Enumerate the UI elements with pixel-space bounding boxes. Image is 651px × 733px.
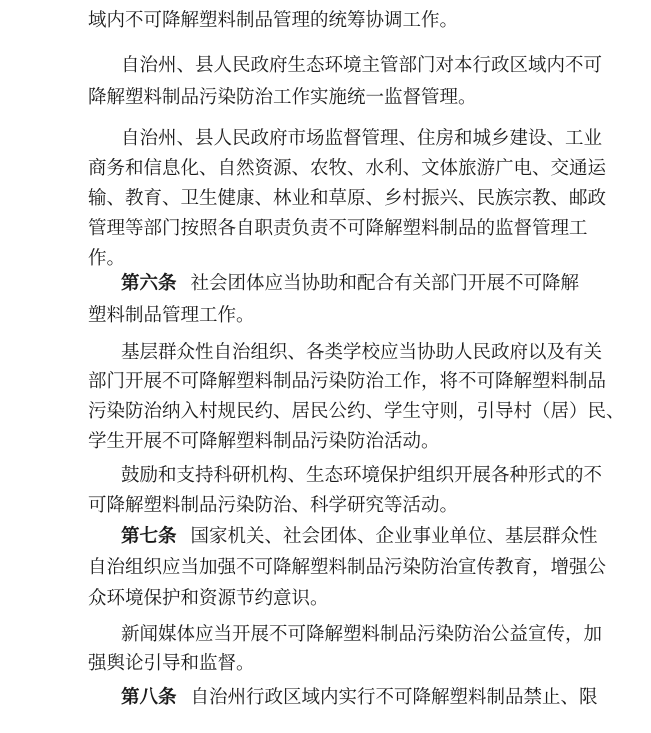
text-line: 部门开展不可降解塑料制品污染防治工作，将不可降解塑料制品 [88, 371, 607, 392]
text-line: 强舆论引导和监督。 [88, 653, 255, 674]
article-six-line [121, 269, 580, 299]
text-line: 可降解塑料制品污染防治、科学研究等活动。 [88, 495, 459, 516]
text-line: 输、教育、卫生健康、林业和草原、乡村振兴、民族宗教、邮政 [88, 188, 607, 209]
text-line: 管理等部门按照各自职责负责不可降解塑料制品的监督管理工 [88, 218, 588, 239]
text-line: 基层群众性自治组织、各类学校应当协助人民政府以及有关 [121, 342, 603, 363]
text-line: 域内不可降解塑料制品管理的统筹协调工作。 [88, 10, 459, 31]
text-line: 学生开展不可降解塑料制品污染防治活动。 [88, 431, 440, 452]
article-seven-line [121, 522, 598, 552]
text-line: 自治州、县人民政府市场监督管理、住房和城乡建设、工业 [121, 128, 603, 149]
text-line: 鼓励和支持科研机构、生态环境保护组织开展各种形式的不 [121, 465, 603, 486]
text-line: 自治组织应当加强不可降解塑料制品污染防治宣传教育，增强公 [88, 557, 607, 578]
text-line: 商务和信息化、自然资源、农牧、水利、文体旅游广电、交通运 [88, 158, 607, 179]
text-line: 自治州行政区域内实行不可降解塑料制品禁止、限 [190, 687, 598, 708]
text-line: 新闻媒体应当开展不可降解塑料制品污染防治公益宣传，加 [121, 624, 603, 645]
text-line: 自治州、县人民政府生态环境主管部门对本行政区域内不可 [121, 55, 603, 76]
article-heading: 第八条 [121, 687, 177, 708]
text-line: 国家机关、社会团体、企业事业单位、基层群众性 [190, 526, 598, 547]
text-line: 污染防治纳入村规民约、居民公约、学生守则，引导村（居）民、 [88, 401, 625, 422]
text-line: 众环境保护和资源节约意识。 [88, 588, 329, 609]
text-line: 作。 [88, 248, 126, 269]
text-line: 塑料制品管理工作。 [88, 305, 255, 326]
article-heading: 第六条 [121, 273, 177, 294]
article-eight-line [121, 683, 598, 713]
article-heading: 第七条 [121, 526, 177, 547]
text-line: 降解塑料制品污染防治工作实施统一监督管理。 [88, 87, 477, 108]
text-line: 社会团体应当协助和配合有关部门开展不可降解 [190, 273, 580, 294]
